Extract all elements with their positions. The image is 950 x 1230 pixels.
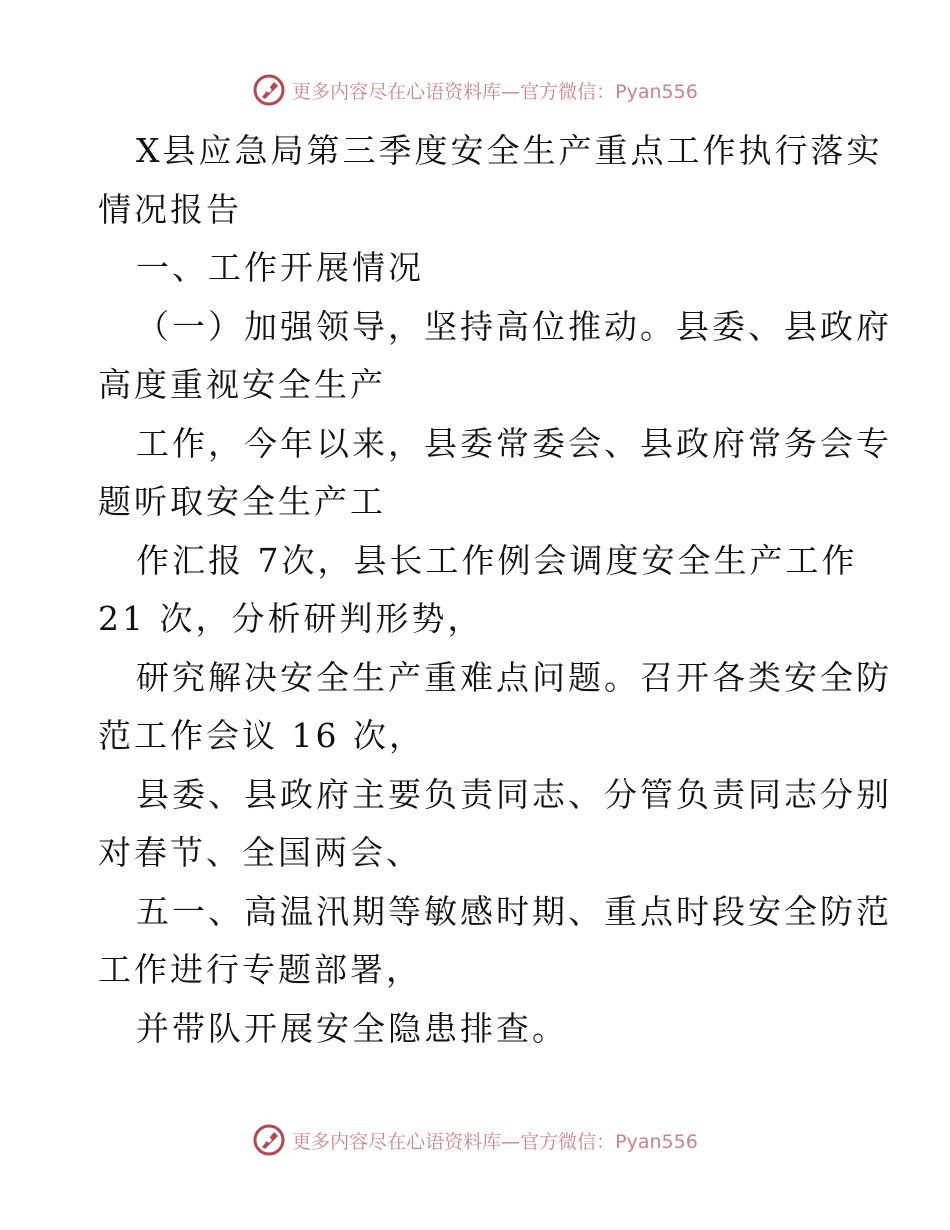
paragraph-line: 作汇报 7次，县长工作例会调度安全生产工作 xyxy=(136,540,858,580)
pen-nib-logo-icon xyxy=(252,73,286,107)
paragraph-line: （一）加强领导，坚持高位推动。县委、县政府 xyxy=(136,306,892,346)
header-watermark-text: 更多内容尽在心语资料库—官方微信：Pyan556 xyxy=(292,80,698,103)
pen-nib-logo-icon xyxy=(252,1123,286,1157)
paragraph-line: 并带队开展安全隐患排查。 xyxy=(136,1008,568,1048)
document-title-line-1: X县应急局第三季度安全生产重点工作执行落实 xyxy=(136,131,883,170)
paragraph-line: 县委、县政府主要负责同志、分管负责同志分别 xyxy=(136,774,892,814)
paragraph-line: 工作进行专题部署， xyxy=(98,950,422,989)
paragraph-line: 研究解决安全生产重难点问题。召开各类安全防 xyxy=(136,657,892,697)
paragraph-line: 题听取安全生产工 xyxy=(98,482,386,521)
paragraph-line: 工作，今年以来，县委常委会、县政府常务会专 xyxy=(136,423,892,463)
header-watermark xyxy=(0,70,950,110)
paragraph-line: 对春节、全国两会、 xyxy=(98,833,422,872)
paragraph-line: 范工作会议 16 次， xyxy=(98,716,425,755)
footer-watermark xyxy=(0,1120,950,1160)
paragraph-line: 高度重视安全生产 xyxy=(98,365,386,404)
document-title-line-2: 情况报告 xyxy=(98,189,242,229)
paragraph-line: 21 次，分析研判形势， xyxy=(98,599,484,638)
section-heading: 一、工作开展情况 xyxy=(136,248,424,287)
document-body xyxy=(98,122,892,1058)
footer-watermark-text: 更多内容尽在心语资料库—官方微信：Pyan556 xyxy=(292,1130,698,1153)
paragraph-line: 五一、高温汛期等敏感时期、重点时段安全防范 xyxy=(136,891,892,931)
